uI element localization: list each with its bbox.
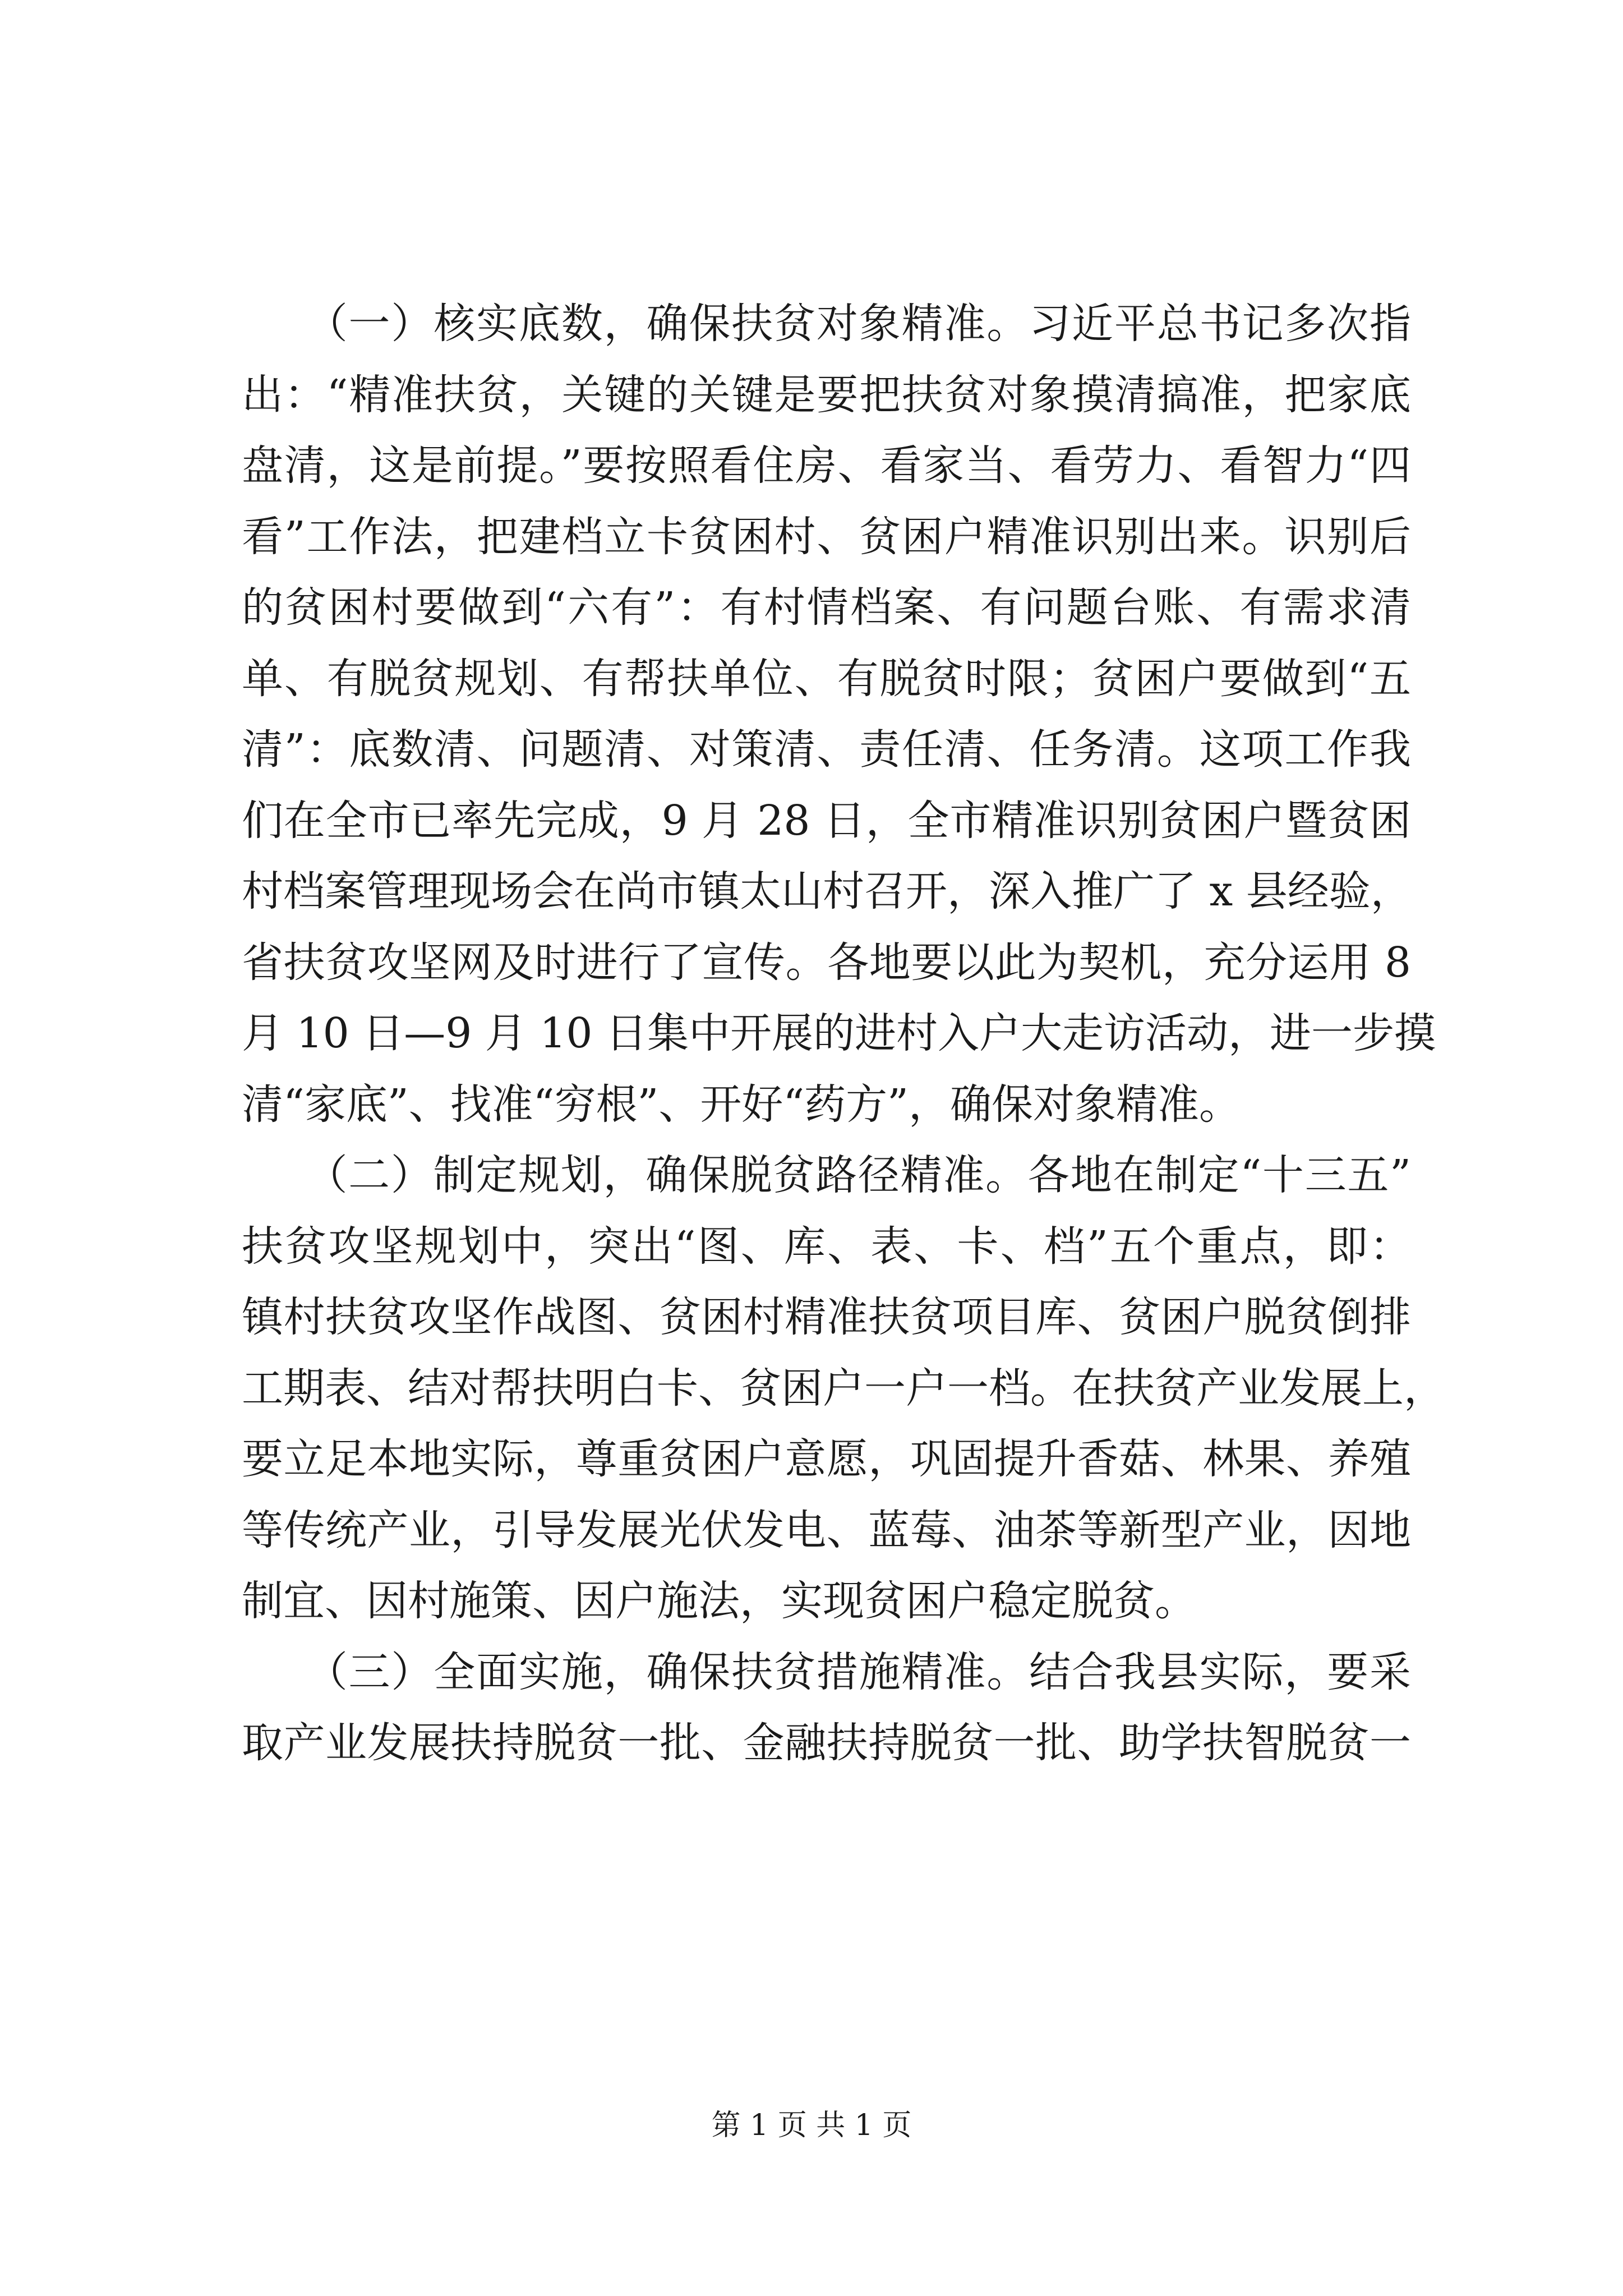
page-footer: 第 1 页 共 1 页 xyxy=(711,2109,912,2142)
text-line: 们在全市已率先完成，9 月 28 日，全市精准识别贫困户暨贫困 xyxy=(242,796,1411,845)
text-line: 的贫困村要做到“六有”：有村情档案、有问题台账、有需求清 xyxy=(242,583,1411,632)
text-line: 出：“精准扶贫，关键的关键是要把扶贫对象摸清搞准，把家底 xyxy=(242,370,1411,419)
text-line: 村档案管理现场会在尚市镇太山村召开，深入推广了 x 县经验， xyxy=(242,867,1412,915)
text-line: 扶贫攻坚规划中，突出“图、库、表、卡、档”五个重点，即： xyxy=(242,1222,1411,1271)
text-line: 工期表、结对帮扶明白卡、贫困户一户一档。在扶贫产业发展上， xyxy=(242,1364,1445,1412)
text-line: 看”工作法，把建档立卡贫困村、贫困户精准识别出来。识别后 xyxy=(242,512,1411,561)
text-line: 要立足本地实际，尊重贫困户意愿，巩固提升香菇、林果、养殖 xyxy=(242,1435,1411,1483)
text-line: 盘清，这是前提。”要按照看住房、看家当、看劳力、看智力“四 xyxy=(242,441,1411,490)
text-line: 制宜、因村施策、因户施法，实现贫困户稳定脱贫。 xyxy=(242,1577,1196,1625)
body-text xyxy=(242,288,1445,1779)
text-line: 镇村扶贫攻坚作战图、贫困村精准扶贫项目库、贫困户脱贫倒排 xyxy=(242,1293,1411,1341)
text-line: （一）核实底数，确保扶贫对象精准。习近平总书记多次指 xyxy=(242,300,1411,348)
text-line: 取产业发展扶持脱贫一批、金融扶持脱贫一批、助学扶智脱贫一 xyxy=(242,1719,1411,1767)
text-line: 单、有脱贫规划、有帮扶单位、有脱贫时限；贫困户要做到“五 xyxy=(242,654,1411,703)
text-line: （二）制定规划，确保脱贫路径精准。各地在制定“十三五” xyxy=(242,1151,1411,1199)
text-line: 省扶贫攻坚网及时进行了宣传。各地要以此为契机，充分运用 8 xyxy=(242,938,1411,987)
text-line: 清”：底数清、问题清、对策清、责任清、任务清。这项工作我 xyxy=(242,725,1411,774)
text-line: 等传统产业，引导发展光伏发电、蓝莓、油茶等新型产业，因地 xyxy=(242,1506,1411,1554)
text-line: 月 10 日—9 月 10 日集中开展的进村入户大走访活动，进一步摸 xyxy=(242,1009,1436,1057)
text-line: 清“家底”、找准“穷根”、开好“药方”，确保对象精准。 xyxy=(242,1080,1241,1129)
text-line: （三）全面实施，确保扶贫措施精准。结合我县实际，要采 xyxy=(242,1648,1411,1696)
